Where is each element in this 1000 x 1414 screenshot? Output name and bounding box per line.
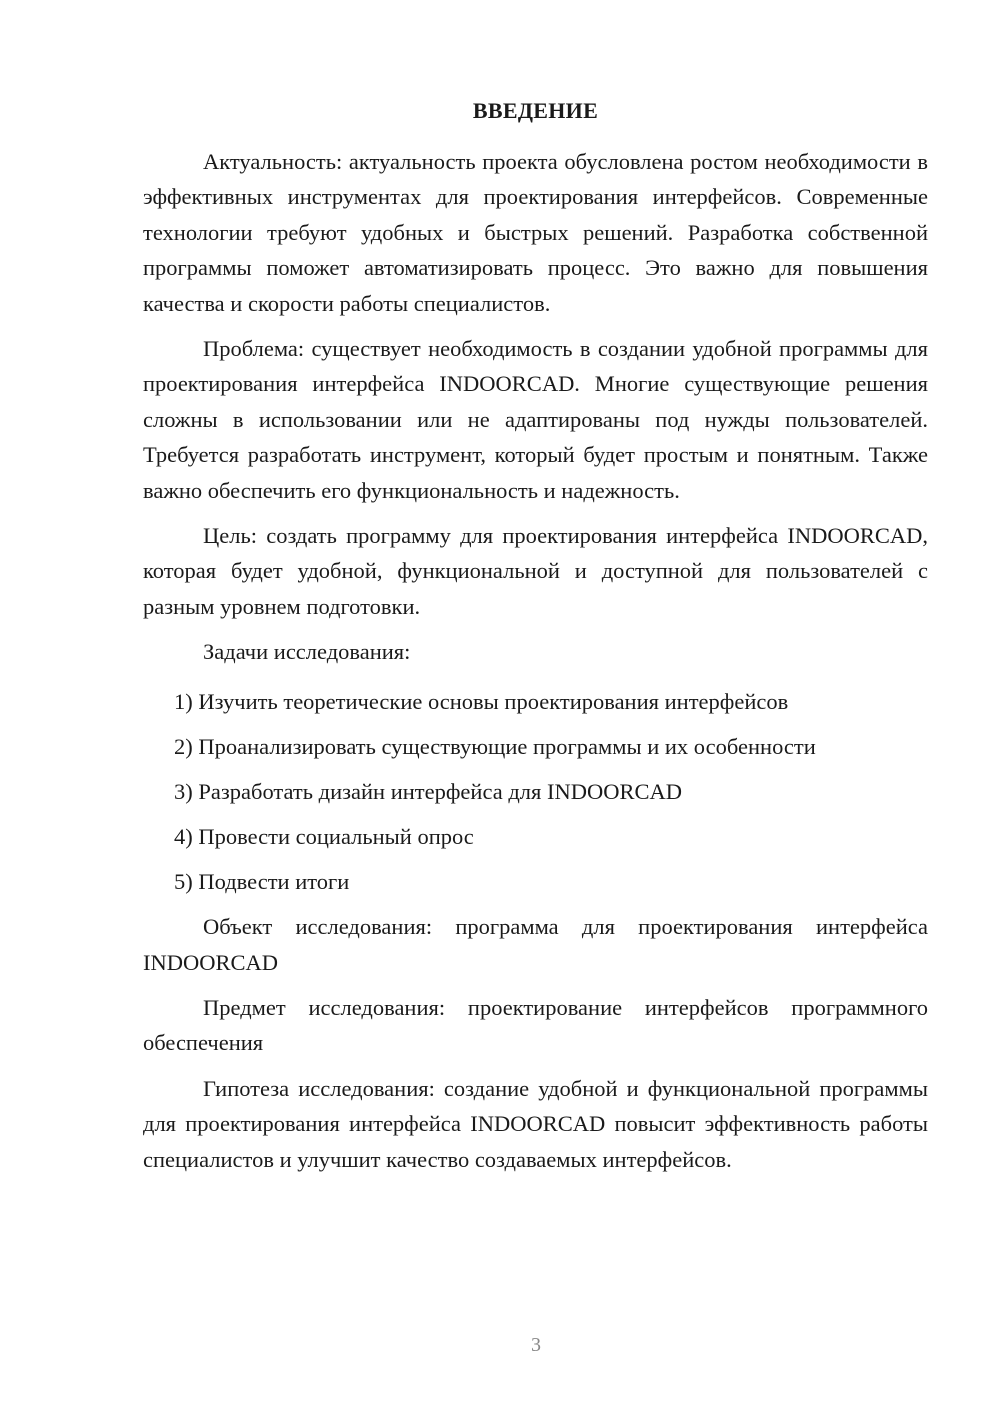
task-item: 4) Провести социальный опрос (174, 823, 474, 849)
document-page (143, 96, 928, 1187)
page-number: 3 (531, 1334, 541, 1356)
problem-paragraph: Проблема: существует необходимость в создании удобной программы для проектирования интерфейса INDOORCAD. Многие существующие решения сложны в использовании или не адаптированы под нужды пользователей. Требуется разработать инструмент, который будет простым и понятным. Также важно обеспечить его функциональность и надежность. (143, 336, 928, 503)
page-title: ВВЕДЕНИЕ (472, 98, 599, 123)
task-item: 3) Разработать дизайн интерфейса для INDOORCAD (174, 778, 682, 804)
tasks-list (143, 684, 928, 899)
subject-paragraph: Предмет исследования: проектирование интерфейсов программного обеспечения (143, 994, 928, 1056)
object-paragraph: Объект исследования: программа для проектирования интерфейса INDOORCAD (143, 914, 928, 975)
hypothesis-paragraph: Гипотеза исследования: создание удобной и функциональной программы для проектирования интерфейса INDOORCAD повысит эффективность работы специалистов и улучшит качество создаваемых интерфейсов. (143, 1075, 928, 1172)
task-item: 1) Изучить теоретические основы проектирования интерфейсов (174, 688, 789, 714)
relevance-paragraph: Актуальность: актуальность проекта обусловлена ростом необходимости в эффективных инструментах для проектирования интерфейсов. Современные технологии требуют удобных и быстрых решений. Разработка собственной программы поможет автоматизировать процесс. Это важно для повышения качества и скорости работы специалистов. (143, 149, 928, 316)
task-item: 5) Подвести итоги (174, 868, 350, 894)
tasks-heading: Задачи исследования: (203, 639, 411, 665)
goal-paragraph: Цель: создать программу для проектирования интерфейса INDOORCAD, которая будет удобной, функциональной и доступной для пользователей с разным уровнем подготовки. (143, 523, 928, 619)
task-item: 2) Проанализировать существующие программы и их особенности (174, 733, 816, 759)
